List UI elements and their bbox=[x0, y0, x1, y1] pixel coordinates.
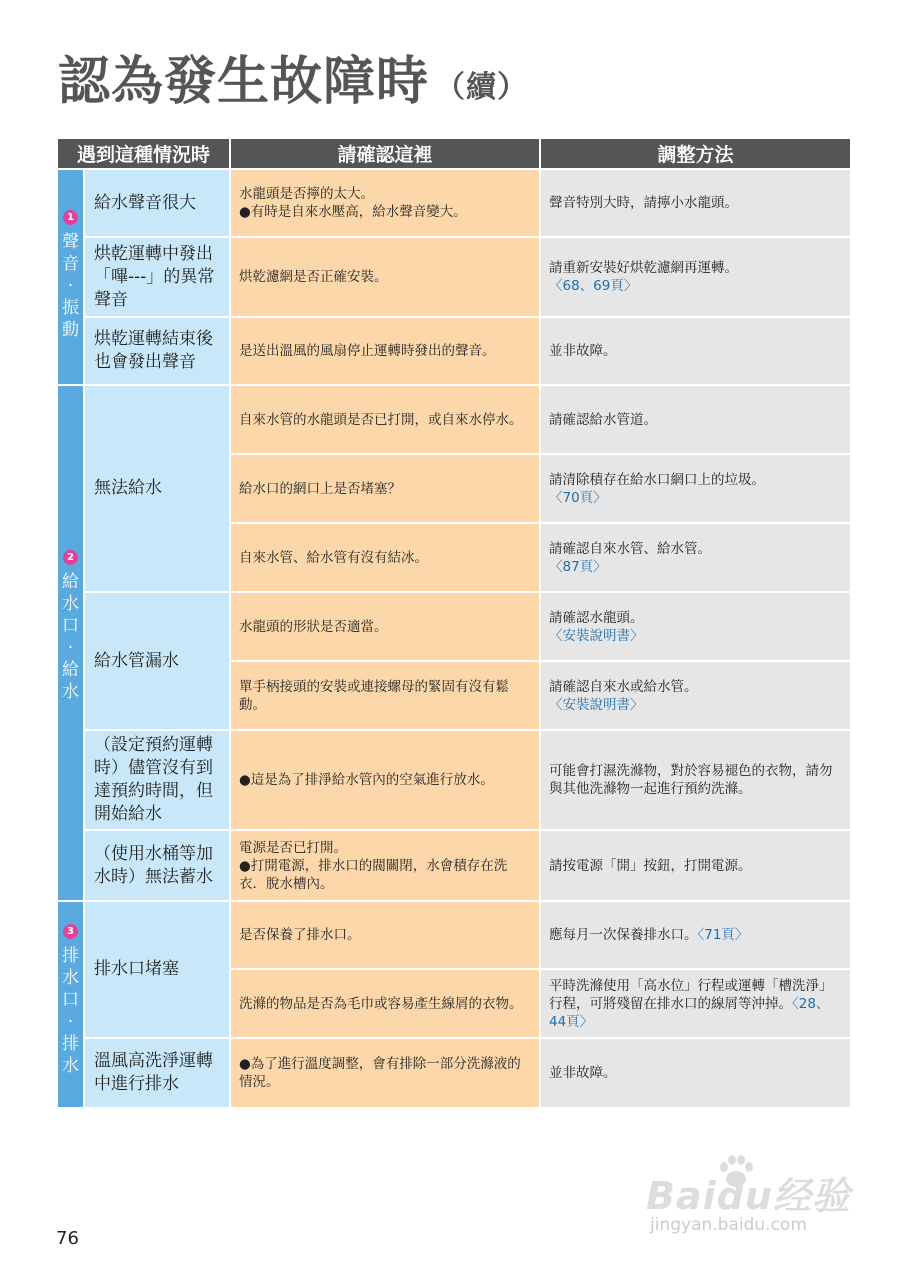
category-char: 水 bbox=[62, 968, 79, 988]
situation-cell: （使用水桶等加水時）無法蓄水 bbox=[85, 831, 229, 900]
fix-text: 請確認自來水或給水管。 bbox=[549, 678, 698, 695]
category-char: 音 bbox=[62, 254, 79, 274]
check-text: 是否保養了排水口。 bbox=[239, 927, 361, 943]
category-char: 聲 bbox=[62, 232, 79, 252]
check-cell bbox=[231, 1039, 539, 1107]
category-char: 排 bbox=[62, 946, 79, 966]
fix-cell bbox=[541, 831, 850, 900]
fix-cell bbox=[541, 524, 850, 591]
situation-cell: 烘乾運轉中發出「嗶---」的異常聲音 bbox=[85, 238, 229, 316]
fix-cell bbox=[541, 593, 850, 660]
watermark-logo: Baidu经验 bbox=[646, 1174, 851, 1218]
check-cell bbox=[231, 524, 539, 591]
check-note: ●有時是自來水壓高，給水聲音變大。 bbox=[239, 204, 467, 220]
check-cell bbox=[231, 593, 539, 660]
fix-text: 請重新安裝好烘乾濾網再運轉。 bbox=[549, 260, 738, 276]
check-cell bbox=[231, 731, 539, 829]
fix-text-main: 應每月一次保養排水口。 bbox=[549, 927, 698, 943]
situation-cell: 給水管漏水 bbox=[85, 593, 229, 729]
baidu-watermark bbox=[640, 1155, 860, 1245]
category-number-badge: 3 bbox=[63, 924, 78, 939]
fix-cell bbox=[541, 1039, 850, 1107]
fix-cell bbox=[541, 386, 850, 453]
page-reference-link[interactable]: 〈87頁〉 bbox=[549, 558, 607, 575]
category-char: 水 bbox=[62, 594, 79, 614]
situation-cell: 烘乾運轉結束後也會發出聲音 bbox=[85, 318, 229, 384]
check-text: 自來水管的水龍頭是否已打開，或自來水停水。 bbox=[239, 411, 523, 428]
check-note: ●打開電源，排水口的閥關閉，水會積存在洗衣．脫水槽內。 bbox=[239, 857, 508, 892]
check-text: 烘乾濾網是否正確安裝。 bbox=[239, 269, 388, 285]
category-char: 振 bbox=[62, 298, 79, 318]
page-reference-link[interactable]: 〈68、69頁〉 bbox=[549, 278, 638, 294]
category-char: · bbox=[67, 276, 74, 296]
category-number-badge: 1 bbox=[63, 210, 78, 225]
situation-cell: 給水聲音很大 bbox=[85, 170, 229, 236]
category-char: · bbox=[67, 638, 74, 658]
check-cell bbox=[231, 662, 539, 729]
fix-text: 請確認水龍頭。 bbox=[549, 609, 644, 626]
check-cell bbox=[231, 970, 539, 1037]
fix-text: 並非故障。 bbox=[549, 1065, 617, 1081]
fix-text bbox=[549, 926, 844, 944]
fix-cell bbox=[541, 170, 850, 236]
fix-cell bbox=[541, 970, 850, 1037]
category-char: · bbox=[67, 1012, 74, 1032]
check-text: 水龍頭是否擰的太大。 bbox=[239, 186, 374, 202]
fix-cell bbox=[541, 731, 850, 829]
category-water-inlet bbox=[58, 386, 83, 900]
page-reference-link[interactable]: 〈安裝說明書〉 bbox=[549, 696, 644, 713]
situation-cell: 排水口堵塞 bbox=[85, 902, 229, 1037]
category-number-badge: 2 bbox=[63, 550, 78, 565]
check-note: ●這是為了排淨給水管內的空氣進行放水。 bbox=[239, 772, 494, 788]
page-number: 76 bbox=[56, 1228, 79, 1249]
category-char: 水 bbox=[62, 1056, 79, 1076]
page-reference-link[interactable]: 〈28、44頁〉 bbox=[549, 995, 830, 1030]
check-cell bbox=[231, 902, 539, 968]
fix-text: 請確認自來水管、給水管。 bbox=[549, 540, 711, 557]
category-char: 動 bbox=[62, 320, 79, 340]
page-reference-link[interactable]: 〈70頁〉 bbox=[549, 489, 607, 506]
category-drain bbox=[58, 902, 83, 1107]
fix-text: 請確認給水管道。 bbox=[549, 411, 657, 428]
check-text: 是送出溫風的風扇停止運轉時發出的聲音。 bbox=[239, 343, 496, 359]
situation-cell: 溫風高洗淨運轉中進行排水 bbox=[85, 1039, 229, 1107]
category-char: 口 bbox=[62, 616, 79, 636]
category-sound-vibration bbox=[58, 170, 83, 384]
check-text: 水龍頭的形狀是否適當。 bbox=[239, 618, 388, 635]
fix-cell bbox=[541, 238, 850, 316]
title-suffix: （續） bbox=[435, 70, 529, 105]
header-situation: 遇到這種情況時 bbox=[58, 139, 229, 168]
fix-cell bbox=[541, 318, 850, 384]
category-char: 排 bbox=[62, 1034, 79, 1054]
check-cell bbox=[231, 455, 539, 522]
check-cell bbox=[231, 386, 539, 453]
check-cell bbox=[231, 318, 539, 384]
fix-text: 請按電源「開」按鈕，打開電源。 bbox=[549, 857, 752, 874]
fix-text bbox=[549, 977, 844, 1031]
situation-cell: 無法給水 bbox=[85, 386, 229, 591]
fix-cell bbox=[541, 662, 850, 729]
category-char: 口 bbox=[62, 990, 79, 1010]
title-main: 認為發生故障時 bbox=[58, 52, 430, 112]
check-text: 單手柄接頭的安裝或連接螺母的緊固有沒有鬆動。 bbox=[239, 678, 509, 713]
page-reference-link[interactable]: 〈71頁〉 bbox=[697, 927, 749, 943]
header-check: 請確認這裡 bbox=[231, 139, 539, 168]
fix-text: 請清除積存在給水口網口上的垃圾。 bbox=[549, 471, 765, 488]
watermark-url: jingyan.baidu.com bbox=[650, 1215, 807, 1235]
check-cell bbox=[231, 170, 539, 236]
check-cell bbox=[231, 831, 539, 900]
check-cell bbox=[231, 238, 539, 316]
check-note: ●為了進行溫度調整，會有排除一部分洗滌液的情況。 bbox=[239, 1056, 521, 1090]
category-char: 給 bbox=[62, 660, 79, 680]
situation-cell: （設定預約運轉時）儘管沒有到達預約時間，但開始給水 bbox=[85, 731, 229, 829]
category-char: 給 bbox=[62, 572, 79, 592]
page-title bbox=[58, 52, 528, 118]
fix-text-main: 平時洗滌使用「高水位」行程或運轉「槽洗淨」行程，可將殘留在排水口的線屑等沖掉。 bbox=[549, 977, 833, 1012]
fix-cell bbox=[541, 455, 850, 522]
fix-text: 可能會打濕洗滌物，對於容易褪色的衣物，請勿與其他洗滌物一起進行預約洗滌。 bbox=[549, 763, 833, 797]
category-char: 水 bbox=[62, 682, 79, 702]
fix-text: 並非故障。 bbox=[549, 343, 617, 359]
check-text: 給水口的網口上是否堵塞？ bbox=[239, 480, 401, 497]
check-text: 洗滌的物品是否為毛巾或容易產生線屑的衣物。 bbox=[239, 995, 523, 1012]
fix-cell bbox=[541, 902, 850, 968]
page-reference-link[interactable]: 〈安裝說明書〉 bbox=[549, 627, 644, 644]
header-fix: 調整方法 bbox=[541, 139, 850, 168]
fix-text: 聲音特別大時，請擰小水龍頭。 bbox=[549, 195, 738, 211]
check-text: 自來水管、給水管有沒有結冰。 bbox=[239, 549, 428, 566]
check-text: 電源是否已打開。 bbox=[239, 839, 347, 856]
